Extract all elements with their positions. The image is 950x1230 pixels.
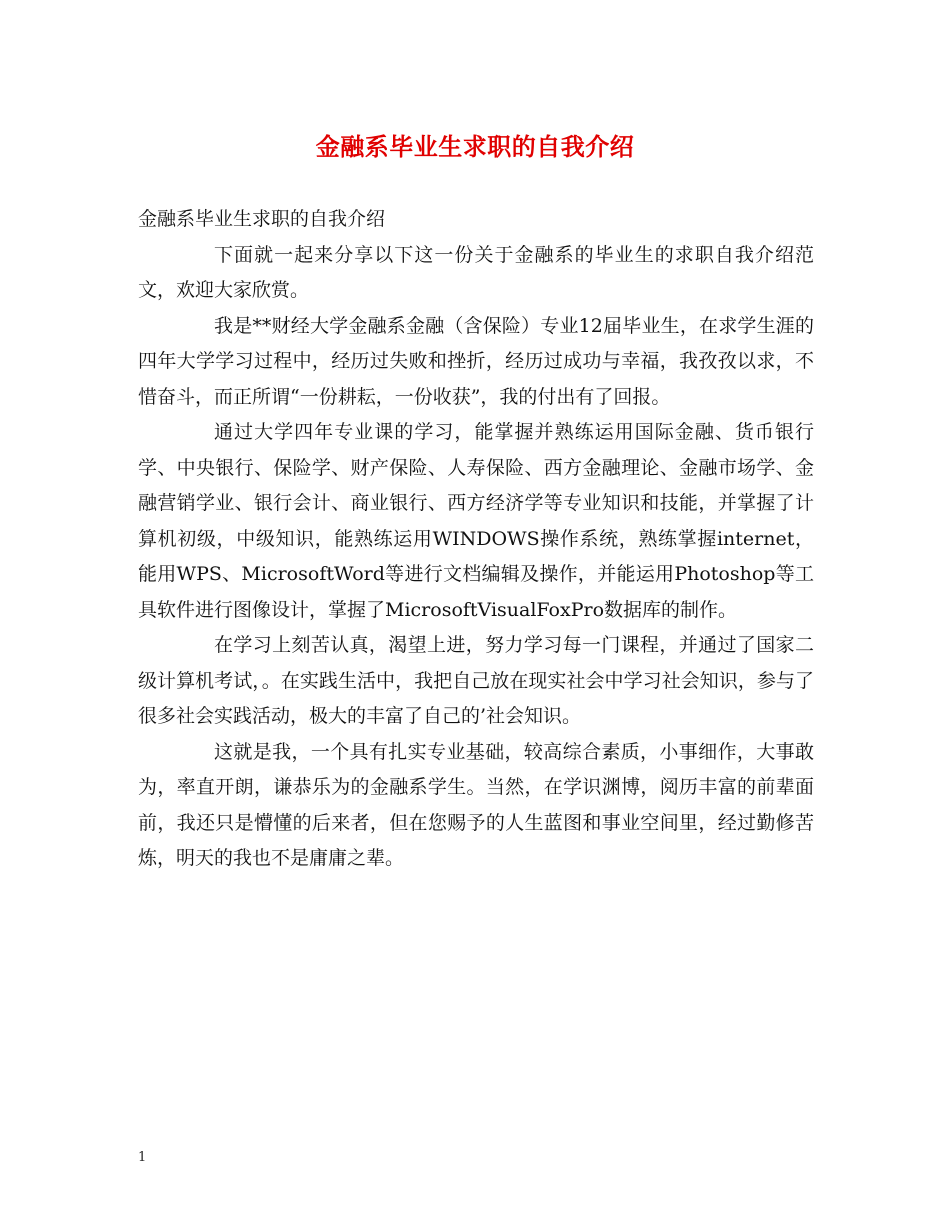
paragraph-skills: 通过大学四年专业课的学习，能掌握并熟练运用国际金融、货币银行学、中央银行、保险学、财产保险、人寿保险、西方金融理论、金融市场学、金融营销学业、银行会计、商业银行、西方经济学等专业知识和技能，并掌握了计算机初级，中级知识，能熟练运用WINDOWS操作系统，熟练掌握internet，能用WPS、MicrosoftWord等进行文档编辑及操作，并能运用Photoshop等工具软件进行图像设计，掌握了MicrosoftVisualFoxPro数据库的制作。 [138,421,814,621]
paragraph-intro: 下面就一起来分享以下这一份关于金融系的毕业生的求职自我介绍范文，欢迎大家欣赏。 [138,243,814,301]
paragraph-study: 在学习上刻苦认真，渴望上进，努力学习每一门课程，并通过了国家二级计算机考试，。在实践生活中，我把自己放在现实社会中学习社会知识，参与了很多社会实践活动，极大的丰富了自己的’社会知识。 [138,634,814,727]
paragraph-summary: 这就是我，一个具有扎实专业基础，较高综合素质，小事细作，大事敢为，率直开朗，谦恭乐为的金融系学生。当然，在学识渊博，阅历丰富的前辈面前，我还只是懵懂的后来者，但在您赐予的人生蓝图和事业空间里，经过勤修苦炼，明天的我也不是庸庸之辈。 [138,740,814,869]
paragraph-heading: 金融系毕业生求职的自我介绍 [138,208,386,230]
paragraph-background: 我是**财经大学金融系金融（含保险）专业12届毕业生，在求学生涯的四年大学学习过程中，经历过失败和挫折，经历过成功与幸福，我孜孜以求，不惜奋斗，而正所谓“一份耕耘，一份收获”，我的付出有了回报。 [138,314,814,408]
document-body [138,202,814,877]
document-title: 金融系毕业生求职的自我介绍 [315,132,635,161]
page-number: 1 [138,1150,147,1165]
